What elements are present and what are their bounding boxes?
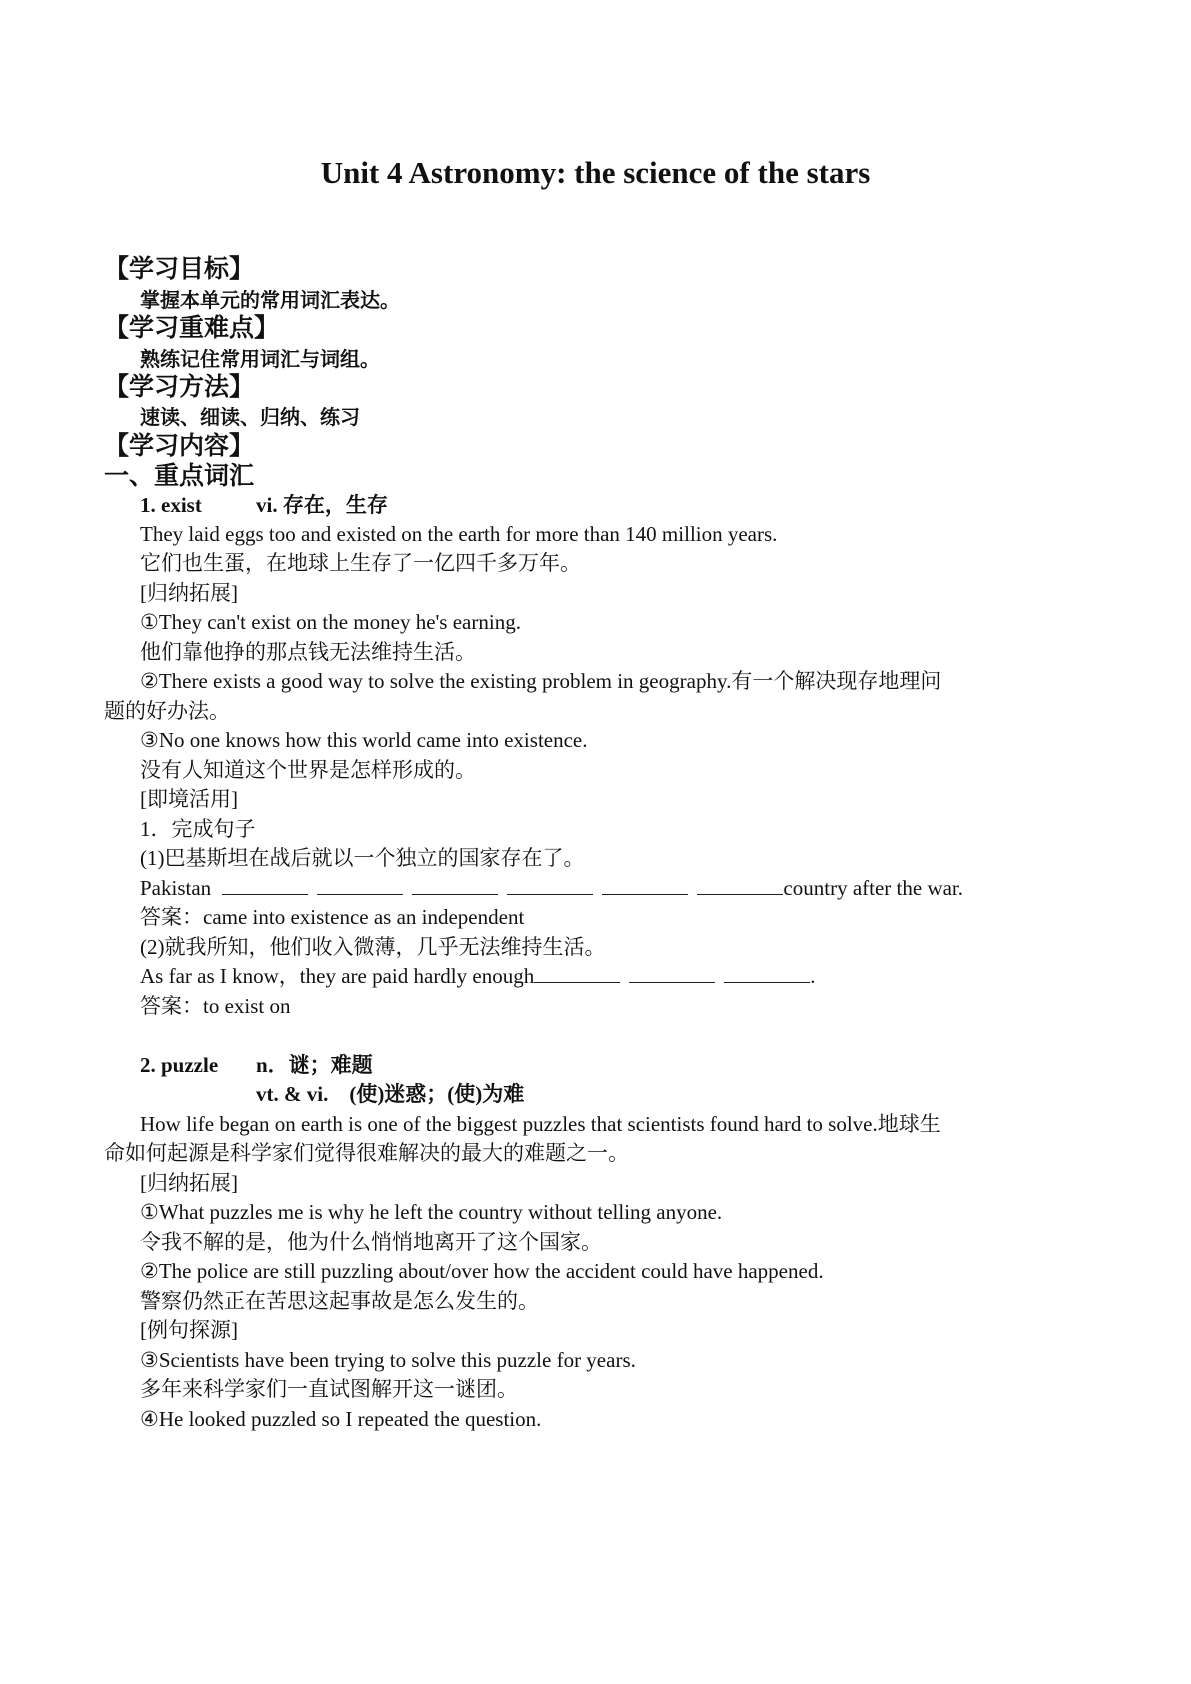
q1-blank-2[interactable] [317, 874, 403, 895]
q1-blank-3[interactable] [412, 874, 498, 895]
entry-puzzle-ex3-en: ③Scientists have been trying to solve this puzzle for years. [140, 1348, 636, 1372]
entry-exist-practice-label: [即境活用] [140, 787, 238, 811]
q1-blank-4[interactable] [507, 874, 593, 895]
entry-exist-ex3-en: ③No one knows how this world came into existence. [140, 728, 588, 752]
q1-blank-5[interactable] [602, 874, 688, 895]
entry-exist-example-cn: 它们也生蛋，在地球上生存了一亿四千多万年。 [140, 551, 581, 575]
key-points-text: 熟练记住常用词汇与词组。 [140, 347, 380, 371]
q1-prefix: Pakistan [140, 876, 212, 900]
entry-puzzle-source-label: [例句探源] [140, 1318, 238, 1342]
entry-exist-ex2-line2: 题的好办法。 [104, 699, 230, 723]
entry-exist-ex1-cn: 他们靠他挣的那点钱无法维持生活。 [140, 640, 476, 664]
entry-exist-answer-2: 答案：to exist on [140, 994, 291, 1018]
q1-blank-1[interactable] [222, 874, 308, 895]
method-heading: 【学习方法】 [104, 372, 255, 401]
entry-exist-example-en: They laid eggs too and existed on the earth for more than 140 million years. [140, 522, 778, 546]
entry-puzzle-example-line1: How life began on earth is one of the biggest puzzles that scientists found hard to solve.地球生 [140, 1112, 941, 1136]
entry-puzzle-pos-verb: vt. & vi. (使)迷惑；(使)为难 [256, 1082, 525, 1106]
entry-exist-ex2-line1: ②There exists a good way to solve the existing problem in geography.有一个解决现存地理问 [140, 669, 942, 693]
objective-heading: 【学习目标】 [104, 254, 255, 283]
entry-exist-answer-1: 答案：came into existence as an independent [140, 905, 525, 929]
q2-suffix: . [810, 964, 816, 988]
entry-exist-task-label: 1．完成句子 [140, 817, 256, 841]
entry-exist-expand-label: [归纳拓展] [140, 581, 238, 605]
q1-suffix: country after the war. [783, 876, 964, 900]
entry-exist-q2-en [140, 962, 815, 990]
page-title: Unit 4 Astronomy: the science of the stars [320, 155, 871, 190]
q2-blank-3[interactable] [724, 962, 810, 983]
objective-text: 掌握本单元的常用词汇表达。 [140, 288, 400, 312]
section-heading: 一、重点词汇 [104, 461, 255, 490]
key-points-heading: 【学习重难点】 [104, 313, 280, 342]
entry-puzzle-headword [140, 1051, 373, 1079]
entry-exist-ex3-cn: 没有人知道这个世界是怎样形成的。 [140, 758, 476, 782]
q2-prefix: As far as I know，they are paid hardly enough [140, 964, 535, 988]
entry-puzzle-pos-noun: n．谜；难题 [256, 1053, 373, 1077]
entry-exist-q1-en [140, 874, 963, 902]
entry-exist-pos: vi. 存在，生存 [256, 493, 388, 517]
q2-blank-2[interactable] [629, 962, 715, 983]
q2-blank-1[interactable] [534, 962, 620, 983]
entry-exist-q2-cn: (2)就我所知，他们收入微薄，几乎无法维持生活。 [140, 935, 606, 959]
entry-puzzle-ex3-cn: 多年来科学家们一直试图解开这一谜团。 [140, 1377, 518, 1401]
entry-puzzle-ex1-en: ①What puzzles me is why he left the country without telling anyone. [140, 1200, 723, 1224]
entry-exist-ex1-en: ①They can't exist on the money he's earning. [140, 610, 521, 634]
entry-puzzle-ex1-cn: 令我不解的是，他为什么悄悄地离开了这个国家。 [140, 1230, 602, 1254]
content-heading: 【学习内容】 [104, 431, 255, 460]
entry-exist-word: 1. exist [140, 493, 202, 517]
method-text: 速读、细读、归纳、练习 [140, 405, 360, 429]
entry-exist-q1-cn: (1)巴基斯坦在战后就以一个独立的国家存在了。 [140, 846, 585, 870]
entry-puzzle-ex4-en: ④He looked puzzled so I repeated the question. [140, 1407, 542, 1431]
entry-puzzle-expand-label: [归纳拓展] [140, 1171, 238, 1195]
entry-puzzle-word: 2. puzzle [140, 1053, 219, 1077]
entry-puzzle-ex2-cn: 警察仍然正在苦思这起事故是怎么发生的。 [140, 1289, 539, 1313]
entry-puzzle-ex2-en: ②The police are still puzzling about/over how the accident could have happened. [140, 1259, 824, 1283]
entry-exist-headword [140, 491, 388, 519]
entry-puzzle-example-line2: 命如何起源是科学家们觉得很难解决的最大的难题之一。 [104, 1141, 629, 1165]
q1-blank-6[interactable] [697, 874, 783, 895]
